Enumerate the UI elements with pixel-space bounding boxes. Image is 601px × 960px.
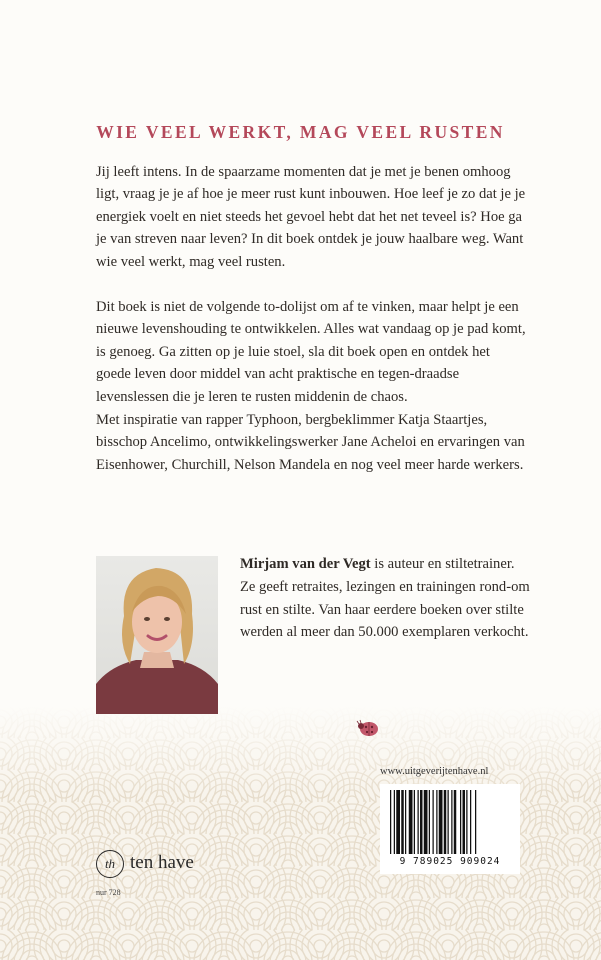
cover-title: WIE VEEL WERKT, MAG VEEL RUSTEN (96, 122, 505, 142)
nur-code: nur 728 (96, 888, 121, 897)
logo-mark: th (96, 850, 124, 878)
isbn-number: 9 789025 909024 (399, 856, 501, 867)
publisher-name: ten have (130, 852, 194, 873)
isbn-barcode (380, 784, 520, 874)
ladybug-icon (356, 716, 382, 738)
intro-paragraph: Jij leeft intens. In de spaarzame momenten dat je met je benen omhoog ligt, vraag je je af hoe je meer rust kunt inbouwen. Hoe leef je zo dat je je energiek voelt en niet steeds het gevoel hebt dat het net teveel is? Hoe ga je van streven naar leven? In dit boek ontdek je jouw haalbare weg. Want wie veel werkt, mag veel rusten. (96, 164, 526, 270)
body-paragraph: Dit boek is niet de volgende to-dolijst om af te vinken, maar helpt je een nieuwe levenshouding te ontwikkelen. Alles wat vandaag op je pad komt, is genoeg. Ga zitten op je luie stoel, sla dit boek open en ontdek het goede leven door middel van acht praktische en tegen-draadse levenslessen die je leren te rusten middenin de chaos. (96, 299, 526, 405)
inspiration-paragraph: Met inspiratie van rapper Typhoon, bergbeklimmer Katja Staartjes, bisschop Ancelimo, ontwikkelingswerker Jane Acheloi en ervaringen van Eisenhower, Churchill, Nelson Mandela en nog veel meer harde werkers. (96, 412, 525, 473)
author-bio (240, 553, 530, 644)
author-photo (96, 556, 218, 714)
publisher-website: www.uitgeverijtenhave.nl (380, 766, 489, 777)
author-bio-text: is auteur en stiltetrainer. Ze geeft retraites, lezingen en trainingen rond-om rust en stilte. Van haar eerdere boeken over stilte werden al meer dan 50.000 exemplaren verkocht. (240, 556, 530, 641)
author-name: Mirjam van der Vegt (240, 556, 371, 572)
